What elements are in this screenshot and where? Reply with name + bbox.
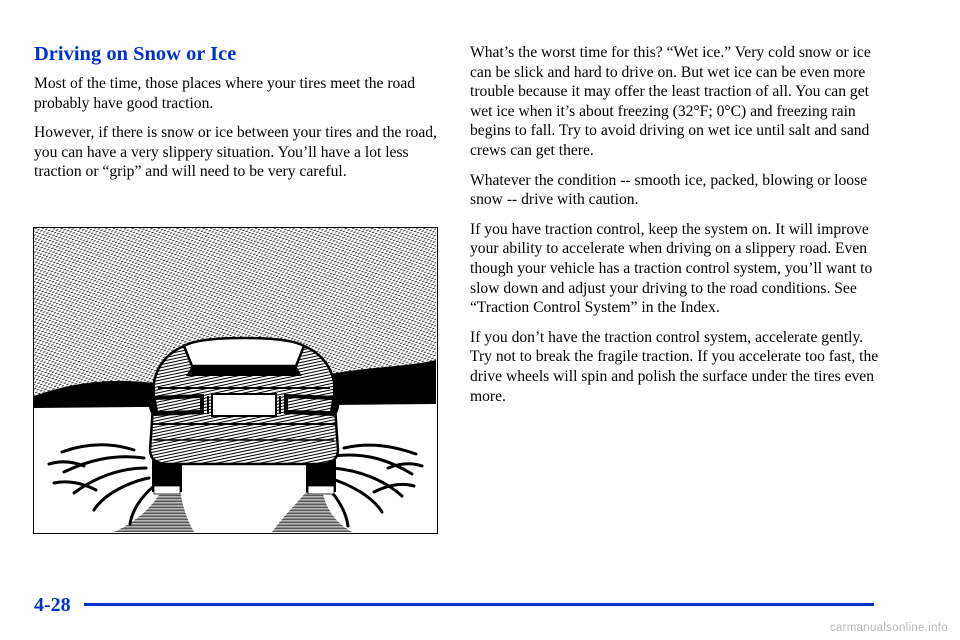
section-heading: Driving on Snow or Ice: [34, 43, 237, 65]
paragraph-traction: Most of the time, those places where your tires meet the road probably have good traction.: [34, 75, 416, 112]
car-on-snow-icon: [34, 228, 436, 532]
paragraph-no-traction-control: If you don’t have the traction control system, accelerate gently. Try not to break the fragile traction. If you accelerate too fast, the drive wheels will spin and polish the surface under the tires even more.: [470, 328, 879, 405]
footer-rule: [84, 603, 874, 606]
right-column: [470, 43, 880, 416]
paragraph-traction-control: If you have traction control, keep the system on. It will improve your ability to accelerate when driving on a slippery road. Even though your vehicle has a traction control system, you’ll want to slow down and adjust your driving to the road conditions. See “Traction Control System” in the Index.: [470, 220, 873, 317]
page-number: 4-28: [34, 594, 71, 616]
paragraph-wet-ice: What’s the worst time for this? “Wet ice.” Very cold snow or ice can be slick and hard to drive on. But wet ice can be even more trouble because it may offer the least traction of all. You can get wet ice when it’s about freezing (32°F; 0°C) and freezing rain begins to fall. Try to avoid driving on wet ice until salt and sand crews can get there.: [470, 44, 871, 159]
paragraph-caution: Whatever the condition -- smooth ice, packed, blowing or loose snow -- drive with caution.: [470, 171, 868, 209]
left-column: [34, 40, 438, 192]
paragraph-slippery: However, if there is snow or ice between your tires and the road, you can have a very slippery situation. You’ll have a lot less traction or “grip” and will need to be very careful.: [34, 124, 437, 181]
car-on-snow-illustration: [33, 227, 438, 534]
watermark: carmanualsonline.info: [829, 622, 948, 634]
